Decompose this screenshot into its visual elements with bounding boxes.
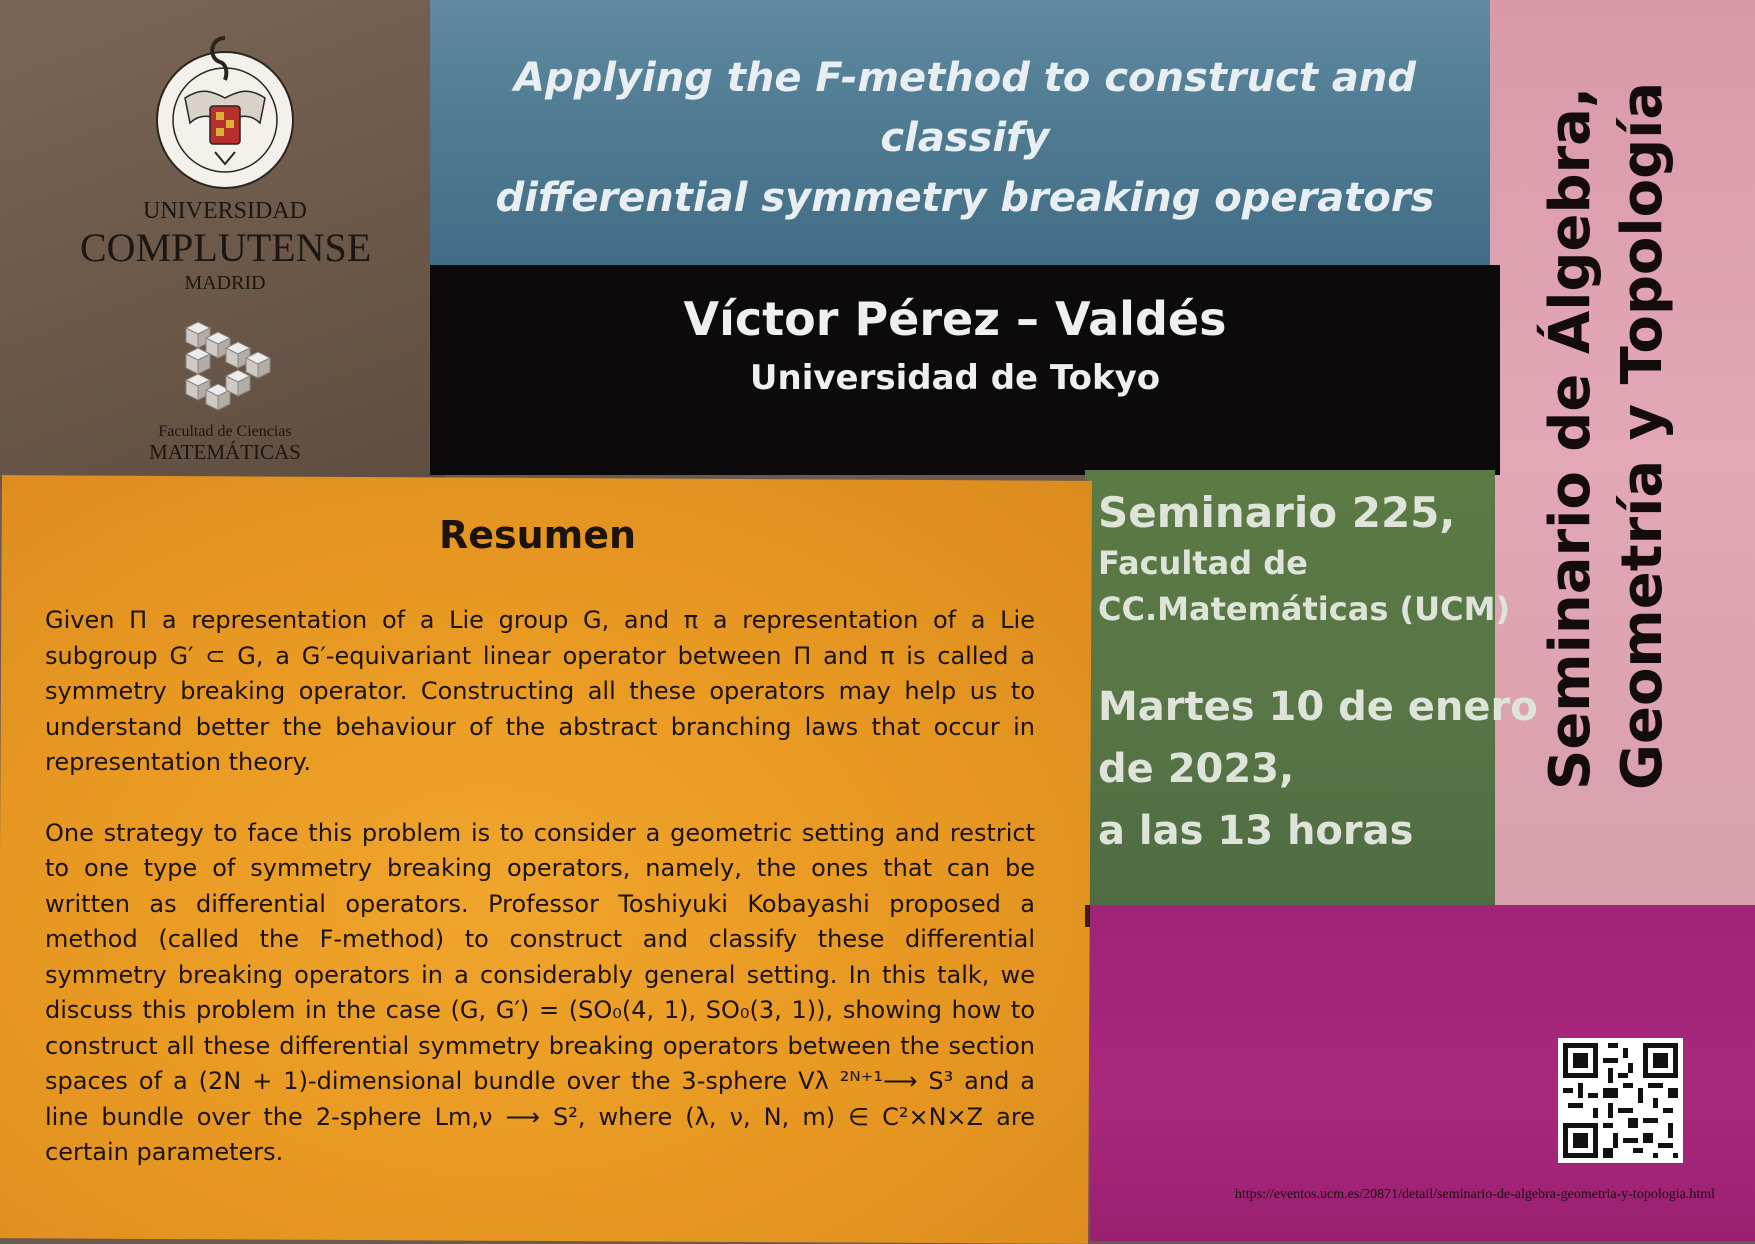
abstract-heading: Resumen — [438, 513, 637, 557]
date-line-2: de 2023, — [1098, 746, 1295, 792]
abstract-paragraph-2: One strategy to face this problem is to consider a geometric setting and restrict to one type of symmetry breaking operators, namely, the ones that can be written as differential operators. Professor Toshiyuki Kobayashi proposed a method (called the F-method) to construct and classify these differential symmetry breaking operators in a considerably general setting. In this talk, we discuss this problem in the case (G, G′) = (SO₀(4, 1), SO₀(3, 1)), showing how to construct all these differential symmetry breaking operators between the section spaces of a (2N + 1)-dimensional bundle over the 3-sphere Vλ ²ᴺ⁺¹⟶ S³ and a line bundle over the 2-sphere Lm,ν ⟶ S², where (λ, ν, N, m) ∈ C²×N×Z are certain parameters. — [45, 818, 1035, 1166]
date-line-3: a las 13 horas — [1098, 808, 1414, 854]
series-line-1: Seminario de Álgebra, — [1538, 86, 1603, 790]
talk-title-line-2: differential symmetry breaking operators — [495, 175, 1435, 221]
talk-title — [440, 48, 1490, 228]
abstract-text — [45, 603, 1035, 1206]
university-seal-icon — [150, 28, 300, 198]
talk-title-line-1: Applying the F-method to construct and classify — [514, 55, 1416, 161]
venue-line-2: CC.Matemáticas (UCM) — [1098, 590, 1511, 628]
venue-line-1: Facultad de — [1098, 544, 1308, 582]
impossible-cube-icon — [178, 318, 278, 418]
seminar-number: Seminario 225, — [1098, 488, 1456, 537]
university-city: MADRID — [184, 272, 266, 294]
faculty-subject: MATEMÁTICAS — [149, 440, 301, 464]
speaker-institution: Universidad de Tokyo — [749, 358, 1161, 398]
speaker-name: Víctor Pérez – Valdés — [683, 292, 1227, 346]
date-line-1: Martes 10 de enero — [1098, 684, 1538, 730]
qr-code-icon[interactable] — [1558, 1038, 1683, 1163]
series-line-2: Geometría y Topología — [1610, 81, 1675, 790]
university-name: COMPLUTENSE — [80, 225, 372, 270]
university-name-top: UNIVERSIDAD — [143, 198, 307, 224]
event-url-link[interactable]: https://eventos.ucm.es/20871/detail/seminario-de-algebra-geometria-y-topologia.html — [1234, 1187, 1715, 1202]
seminar-series-title — [1535, 82, 1679, 790]
faculty-name: Facultad de Ciencias — [158, 423, 292, 440]
abstract-paragraph-1: Given Π a representation of a Lie group G, and π a representation of a Lie subgroup G′ ⊂ G, a G′-equivariant linear operator between Π and π is called a symmetry breaking operator. Constructing all these operators may help us to understand better the behaviour of the abstract branching laws that occur in representation theory. — [45, 606, 1035, 776]
